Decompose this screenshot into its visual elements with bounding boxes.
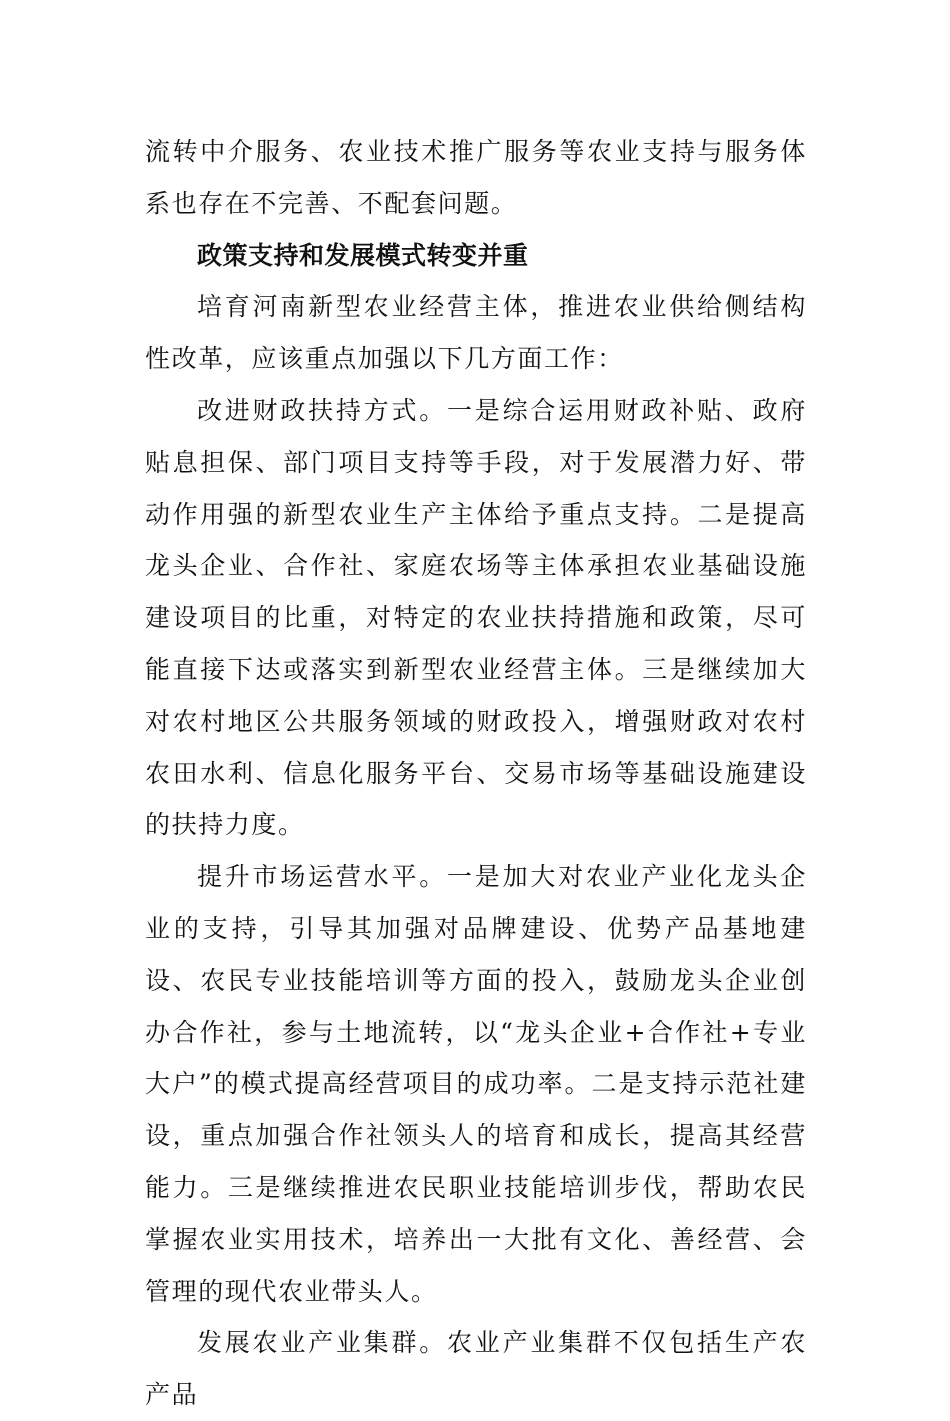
paragraph-market-operation: 提升市场运营水平。一是加大对农业产业化龙头企业的支持，引导其加强对品牌建设、优势产品基地建设、农民专业技能培训等方面的投入，鼓励龙头企业创办合作社，参与土地流转，以“龙头企业+合作社+专业大户”的模式提高经营项目的成功率。二是支持示范社建设，重点加强合作社领头人的培育和成长，提高其经营能力。三是继续推进农民职业技能培训步伐，帮助农民掌握农业实用技术，培养出一大批有文化、善经营、会管理的现代农业带头人。 [145,862,807,1306]
paragraph-industry-cluster: 发展农业产业集群。农业产业集群不仅包括生产农产品 [145,1328,807,1410]
paragraph-intro: 培育河南新型农业经营主体，推进农业供给侧结构性改革，应该重点加强以下几方面工作： [145,292,807,374]
paragraph-fiscal-support: 改进财政扶持方式。一是综合运用财政补贴、政府贴息担保、部门项目支持等手段，对于发展潜力好、带动作用强的新型农业生产主体给予重点支持。二是提高龙头企业、合作社、家庭农场等主体承担农业基础设施建设项目的比重，对特定的农业扶持措施和政策，尽可能直接下达或落实到新型农业经营主体。三是继续加大对农村地区公共服务领域的财政投入，增强财政对农村农田水利、信息化服务平台、交易市场等基础设施建设的扶持力度。 [145,395,807,840]
document-body [145,126,807,1421]
paragraph-continuation: 流转中介服务、农业技术推广服务等农业支持与服务体系也存在不完善、不配套问题。 [145,137,807,218]
section-heading: 政策支持和发展模式转变并重 [197,240,529,270]
